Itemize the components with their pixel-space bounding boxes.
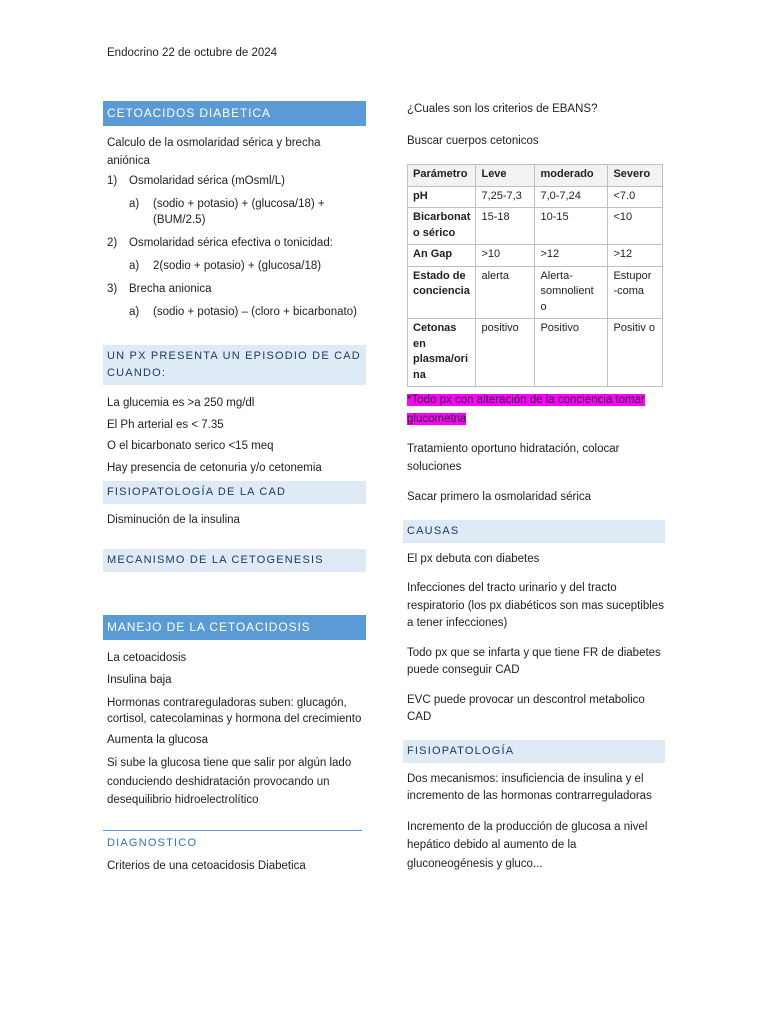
causa-line: Todo px que se infarta y que tiene FR de diabetes puede conseguir CAD: [407, 646, 661, 676]
table-row: [408, 266, 663, 319]
diagnostico-text: Criterios de una cetoacidosis Diabetica: [107, 859, 306, 872]
manejo-line: La cetoacidosis: [107, 651, 187, 664]
sacar-text: Sacar primero la osmolaridad sérica: [407, 491, 592, 503]
criteria-line: La glucemia es >a 250 mg/dl: [107, 397, 255, 409]
table-cell: Estado de conciencia: [408, 266, 476, 319]
criteria-table: [407, 164, 663, 387]
table-cell: 10-15: [535, 208, 608, 245]
table-cell: Cetonas en plasma/ori na: [408, 319, 476, 387]
manejo-line: Si sube la glucosa tiene que salir por algún lado conduciendo deshidratación provocando un desequilibrio hidroelectrolítico: [107, 757, 352, 806]
fisio-line: Dos mecanismos: insuficiencia de insulina y el incremento de las hormonas contrarreguladoras: [407, 772, 652, 802]
table-row: [408, 186, 663, 208]
criteria-line: Hay presencia de cetonuria y/o cetonemia: [107, 461, 322, 474]
criteria-line: O el bicarbonato serico <15 meq: [107, 440, 274, 452]
table-cell: >12: [535, 245, 608, 267]
heading-fisiopatologia: FISIOPATOLOGÍA: [403, 740, 665, 763]
table-cell: Positivo: [535, 319, 608, 387]
heading-causas: CAUSAS: [403, 520, 665, 543]
table-cell: Bicarbonat o sérico: [408, 208, 476, 245]
heading-manejo: MANEJO DE LA CETOACIDOSIS: [103, 615, 366, 640]
table-cell: 7,0-7,24: [535, 186, 608, 208]
list-item: 1) Osmolaridad sérica (mOsml/L): [107, 175, 285, 187]
ebans-question: ¿Cuales son los criterios de EBANS?: [407, 103, 598, 115]
fisio-cad-text: Disminución de la insulina: [107, 514, 240, 526]
fisio-line: Incremento de la producción de glucosa a nivel hepático debido al aumento de la gluconeogénesis y gluco...: [407, 820, 648, 870]
table-header-cell: Parámetro: [408, 165, 476, 187]
criteria-line: El Ph arterial es < 7.35: [107, 418, 224, 431]
left-column: [103, 101, 366, 875]
manejo-line: Insulina baja: [107, 674, 172, 686]
table-row: [408, 319, 663, 387]
causa-line: Infecciones del tracto urinario y del tracto respiratorio (los px diabéticos son mas suceptibles a tener infecciones): [407, 582, 664, 629]
table-cell: >10: [476, 245, 535, 267]
table-header-row: [408, 165, 663, 187]
heading-episodio-cad: UN PX PRESENTA UN EPISODIO DE CAD CUANDO:: [103, 345, 366, 385]
table-cell: An Gap: [408, 245, 476, 267]
table-cell: Positiv o: [608, 319, 663, 387]
table-header-cell: Leve: [476, 165, 535, 187]
table-header-cell: moderado: [535, 165, 608, 187]
right-column: [403, 101, 665, 873]
numbered-list: [103, 173, 366, 320]
manejo-line: Hormonas contrareguladoras suben: glucagón, cortisol, catecolaminas y hormona del crecimiento: [107, 696, 362, 725]
table-header-cell: Severo: [608, 165, 663, 187]
sub-list-item: a) 2(sodio + potasio) + (glucosa/18): [129, 260, 322, 272]
table-cell: <7.0: [608, 186, 663, 208]
table-cell: >12: [608, 245, 663, 267]
table-cell: 7,25-7,3: [476, 186, 535, 208]
table-cell: alerta: [476, 266, 535, 319]
heading-cetoacidos: CETOACIDOS DIABETICA: [103, 101, 366, 126]
table-cell: <10: [608, 208, 663, 245]
table-cell: pH: [408, 186, 476, 208]
list-item: 3) Brecha anionica: [107, 283, 212, 295]
causa-line: El px debuta con diabetes: [407, 552, 540, 565]
table-cell: Estupor -coma: [608, 266, 663, 319]
heading-mecanismo: MECANISMO DE LA CETOGENESIS: [103, 549, 366, 572]
table-cell: 15-18: [476, 208, 535, 245]
heading-fisiopatologia-cad: FISIOPATOLOGÍA DE LA CAD: [103, 481, 366, 504]
sub-list-item: a) (sodio + potasio) + (glucosa/18) + (BUM/2.5): [129, 198, 325, 226]
table-cell: positivo: [476, 319, 535, 387]
list-item: 2) Osmolaridad sérica efectiva o tonicidad:: [107, 237, 333, 249]
highlight-note: *Todo px con alteración de la conciencia tomar glucometria: [407, 394, 645, 425]
table-row: [408, 245, 663, 267]
document-title: Endocrino 22 de octubre de 2024: [107, 47, 278, 59]
causa-line: EVC puede provocar un descontrol metabolico CAD: [407, 693, 645, 723]
buscar-text: Buscar cuerpos cetonicos: [407, 134, 539, 147]
intro-text: Calculo de la osmolaridad sérica y brecha aniónica: [107, 137, 321, 167]
heading-diagnostico: DIAGNOSTICO: [103, 830, 362, 852]
sub-list-item: a) (sodio + potasio) – (cloro + bicarbonato): [129, 306, 357, 318]
table-row: [408, 208, 663, 245]
tratamiento-text: Tratamiento oportuno hidratación, colocar soluciones: [407, 443, 620, 473]
table-cell: Alerta-somnolient o: [535, 266, 608, 319]
manejo-line: Aumenta la glucosa: [107, 733, 209, 746]
